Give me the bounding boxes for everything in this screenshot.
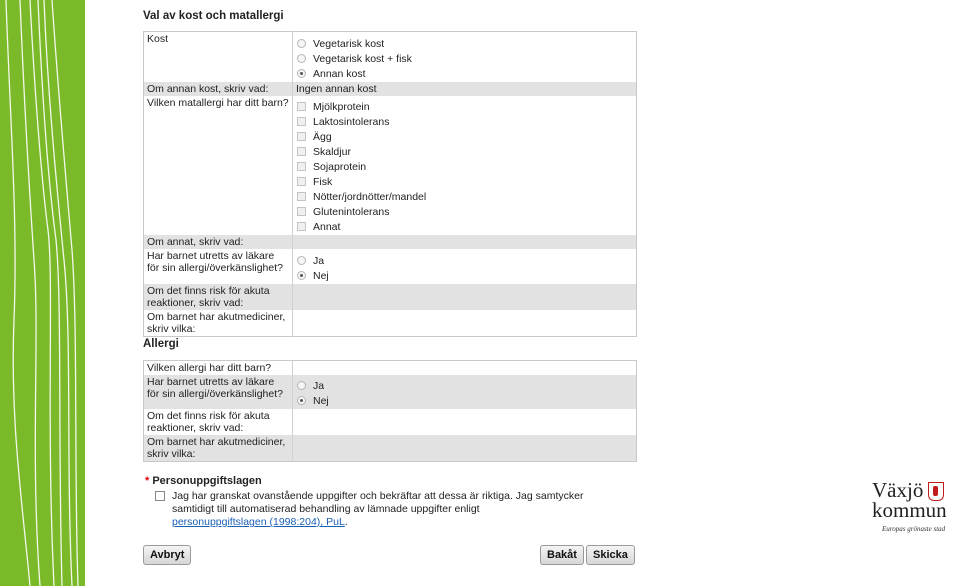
radio-icon[interactable] — [297, 381, 306, 390]
checkbox-icon[interactable] — [297, 147, 306, 156]
risk-label: Om det finns risk för akuta reaktioner, skriv vad: — [144, 284, 293, 310]
radio-selected-icon[interactable] — [297, 396, 306, 405]
checkbox-icon[interactable] — [297, 207, 306, 216]
logo-line2: kommun — [872, 498, 947, 522]
allergi-field[interactable] — [293, 361, 637, 376]
annat-field[interactable] — [293, 235, 637, 249]
logo-tagline: Europas grönaste stad — [882, 525, 946, 533]
allergy-option-gluten[interactable]: Glutenintolerans — [296, 204, 633, 219]
checkbox-icon[interactable] — [297, 162, 306, 171]
utretts2-option-nej[interactable]: Nej — [296, 393, 633, 408]
checkbox-icon[interactable] — [297, 177, 306, 186]
radio-icon[interactable] — [297, 54, 306, 63]
send-button[interactable]: Skicka — [586, 545, 635, 565]
allergi-label: Vilken allergi har ditt barn? — [144, 361, 293, 376]
radio-icon[interactable] — [297, 256, 306, 265]
annan-kost-field[interactable]: Ingen annan kost — [293, 82, 637, 96]
decorative-green-sidebar — [0, 0, 85, 586]
matallergi-label: Vilken matallergi har ditt barn? — [144, 96, 293, 235]
akutmed-label-2: Om barnet har akutmediciner, skriv vilka: — [144, 435, 293, 462]
kost-option-vegetarisk[interactable]: Vegetarisk kost — [296, 36, 633, 51]
utretts-label: Har barnet utretts av läkare för sin allergi/överkänslighet? — [144, 249, 293, 284]
utretts-option-nej[interactable]: Nej — [296, 268, 633, 283]
akutmed-field-2[interactable] — [293, 435, 637, 462]
allergy-option-laktos[interactable]: Laktosintolerans — [296, 114, 633, 129]
checkbox-icon[interactable] — [297, 102, 306, 111]
akutmed-label: Om barnet har akutmediciner, skriv vilka: — [144, 310, 293, 337]
required-mark: * — [145, 475, 150, 487]
wavy-lines-decoration — [0, 0, 85, 586]
checkbox-icon[interactable] — [297, 117, 306, 126]
allergi-table — [143, 360, 637, 462]
akutmed-field[interactable] — [293, 310, 637, 337]
back-button[interactable]: Bakåt — [540, 545, 584, 565]
checkbox-icon[interactable] — [297, 222, 306, 231]
annat-label: Om annat, skriv vad: — [144, 235, 293, 249]
allergy-option-notter[interactable]: Nötter/jordnötter/mandel — [296, 189, 633, 204]
cancel-button[interactable]: Avbryt — [143, 545, 191, 565]
utretts-label-2: Har barnet utretts av läkare för sin allergi/överkänslighet? — [144, 375, 293, 409]
kost-option-annan[interactable]: Annan kost — [296, 66, 633, 81]
radio-selected-icon[interactable] — [297, 271, 306, 280]
utretts-option-ja[interactable]: Ja — [296, 253, 633, 268]
allergy-option-skaldjur[interactable]: Skaldjur — [296, 144, 633, 159]
logo-line1: Växjö — [872, 478, 924, 502]
kost-option-vegetarisk-fisk[interactable]: Vegetarisk kost + fisk — [296, 51, 633, 66]
section-title-kost: Val av kost och matallergi — [143, 10, 284, 22]
section-title-allergi: Allergi — [143, 338, 179, 350]
risk-label-2: Om det finns risk för akuta reaktioner, skriv vad: — [144, 409, 293, 435]
utretts2-option-ja[interactable]: Ja — [296, 378, 633, 393]
allergy-option-soja[interactable]: Sojaprotein — [296, 159, 633, 174]
risk-field[interactable] — [293, 284, 637, 310]
radio-selected-icon[interactable] — [297, 69, 306, 78]
radio-icon[interactable] — [297, 39, 306, 48]
consent-heading-label: Personuppgiftslagen — [152, 475, 262, 487]
pul-link[interactable]: personuppgiftslagen (1998:204), PuL — [172, 516, 345, 528]
annan-kost-label: Om annan kost, skriv vad: — [144, 82, 293, 96]
checkbox-icon[interactable] — [297, 192, 306, 201]
consent-heading — [145, 475, 262, 487]
allergy-option-agg[interactable]: Ägg — [296, 129, 633, 144]
allergy-option-annat[interactable]: Annat — [296, 219, 633, 234]
allergy-option-fisk[interactable]: Fisk — [296, 174, 633, 189]
kost-matallergi-table — [143, 31, 637, 337]
checkbox-icon[interactable] — [297, 132, 306, 141]
consent-checkbox[interactable] — [155, 491, 165, 501]
allergy-option-mjolkprotein[interactable]: Mjölkprotein — [296, 99, 633, 114]
risk-field-2[interactable] — [293, 409, 637, 435]
kost-label: Kost — [144, 32, 293, 83]
consent-text: Jag har granskat ovanstående uppgifter och bekräftar att dessa är riktiga. Jag samtycker samtidigt till automatiserad behandling av lämnade uppgifter enligt personuppgiftslagen (1998:204), PuL. — [172, 490, 584, 528]
vaxjo-kommun-logo — [868, 479, 960, 539]
